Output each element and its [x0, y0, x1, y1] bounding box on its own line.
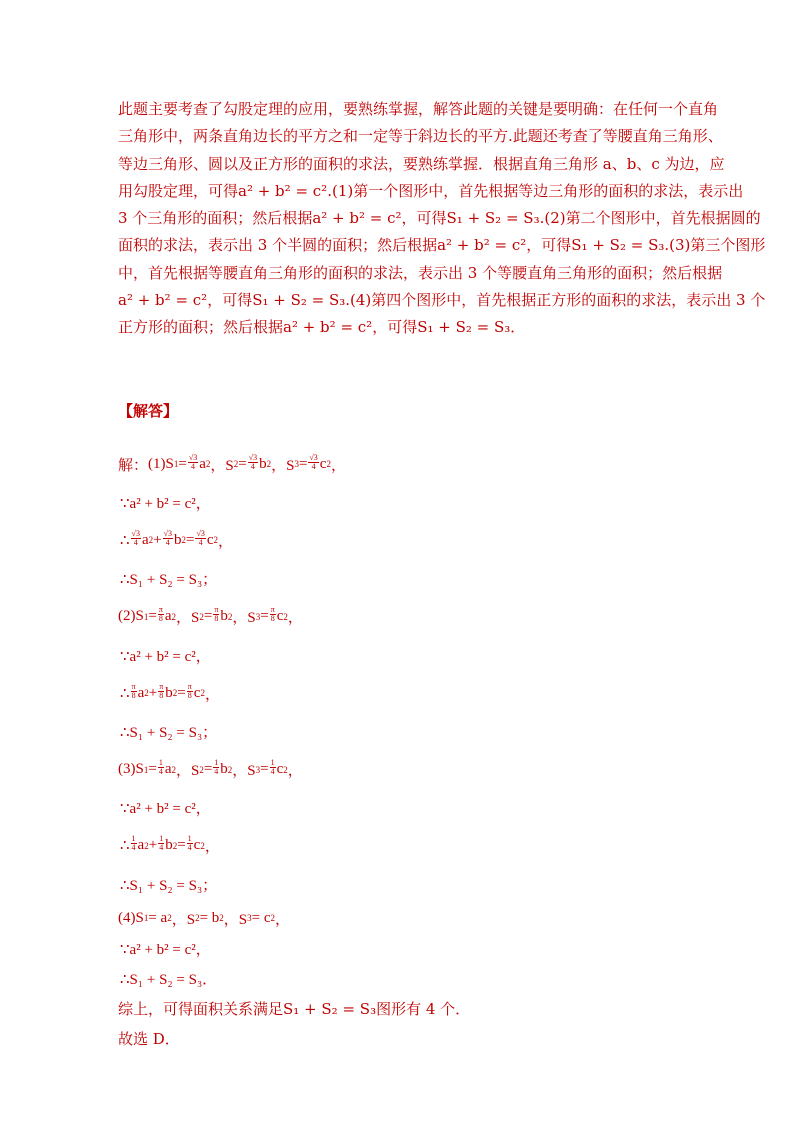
- fraction: $\frac{1}{4}$: [214, 758, 219, 777]
- fraction: $\frac{√3}{4}$: [131, 528, 140, 547]
- because-line: ∵a² + b² = c²，: [120, 801, 211, 818]
- case-3-areas: (3) S 1 = $\frac{1}{4}$ a 2 ，S 2 = $\frac{1}{4}$ b 2 ，S 3 = $\frac{1}{4}$ c 2 ，: [118, 758, 303, 780]
- fraction: $\frac{\pi}{8}$: [159, 681, 164, 700]
- solution-intro: 解：: [118, 457, 149, 474]
- case-4-areas: (4) S 1 = a 2 ，S 2 = b 2 ，S 3 = c 2 ，: [118, 909, 291, 928]
- case-3-therefore: ∴ $\frac{1}{4}$ a 2 + $\frac{1}{4}$ b 2 = $\frac{1}{4}$ c 2 ，: [120, 834, 220, 856]
- answer-line: 故选 D．: [118, 1029, 180, 1048]
- case-1-therefore: ∴ $\frac{√3}{4}$ a 2 + $\frac{√3}{4}$ b 2 = $\frac{√3}{4}$ c 2 ，: [120, 528, 234, 550]
- analysis-line: 此题主要考查了勾股定理的应用，要熟练掌握，解答此题的关键是要明确：在任何一个直角: [118, 100, 719, 118]
- analysis-line: 正方形的面积；然后根据a² + b² = c²，可得S₁ + S₂ = S₃．: [118, 318, 526, 337]
- fraction: $\frac{\pi}{8}$: [270, 605, 275, 624]
- fraction: $\frac{1}{4}$: [158, 758, 163, 777]
- analysis-line: 用勾股定理，可得a² + b² = c².(1)第一个图形中，首先根据等边三角形的面积的求法，表示出: [118, 181, 744, 200]
- case-label: (3): [118, 761, 136, 778]
- fraction: $\frac{1}{4}$: [159, 834, 164, 853]
- because-line: ∵a² + b² = c²，: [120, 941, 211, 958]
- analysis-line: 中，首先根据等腰直角三角形的面积的求法，表示出 3 个等腰直角三角形的面积；然后根据: [118, 263, 723, 282]
- fraction: $\frac{\pi}{8}$: [131, 681, 136, 700]
- fraction: $\frac{1}{4}$: [187, 834, 192, 853]
- analysis-line: 等边三角形、圆以及正方形的面积的求法，要熟练掌握．根据直角三角形 a、b、c 为边，应: [118, 154, 725, 173]
- solution-block: [118, 445, 718, 1053]
- fraction: $\frac{\pi}{8}$: [158, 605, 163, 624]
- analysis-line: 3 个三角形的面积；然后根据a² + b² = c²，可得S₁ + S₂ = S₃.(2)第二个图形中，首先根据圆的: [118, 209, 761, 228]
- analysis-line: a² + b² = c²，可得S₁ + S₂ = S₃.(4)第四个图形中，首先根据正方形的面积的求法，表示出 3 个: [118, 291, 766, 310]
- analysis-line: 三角形中，两条直角边长的平方之和一定等于斜边长的平方.此题还考查了等腰直角三角形、: [118, 127, 723, 146]
- analysis-line: 面积的求法，表示出 3 个半圆的面积；然后根据a² + b² = c²，可得S₁ + S₂ = S₃.(3)第三个图形: [118, 236, 766, 255]
- because-line: ∵a² + b² = c²，: [120, 495, 211, 512]
- sum-line: ∴S₁ + S₂ = S₃；: [120, 572, 218, 589]
- case-1-areas: 解： (1) S 1 = $\frac{√3}{4}$ a 2 ，S 2 = $\frac{√3}{4}$ b 2 ，S 3 = $\frac{√3}{4}$ c 2 ，: [118, 452, 346, 474]
- sum-line: ∴S₁ + S₂ = S₃；: [120, 724, 218, 741]
- case-label: (4): [118, 909, 136, 926]
- final-sum-line: ∴S₁ + S₂ = S₃．: [120, 971, 218, 988]
- fraction: $\frac{1}{4}$: [270, 758, 275, 777]
- fraction: $\frac{\pi}{8}$: [187, 681, 192, 700]
- fraction: $\frac{√3}{4}$: [309, 452, 318, 471]
- fraction: $\frac{\pi}{8}$: [214, 605, 219, 624]
- case-2-therefore: ∴ $\frac{\pi}{8}$ a 2 + $\frac{\pi}{8}$ b 2 = $\frac{\pi}{8}$ c 2 ，: [120, 681, 220, 703]
- case-label: (1): [148, 455, 166, 472]
- because-line: ∵a² + b² = c²，: [120, 648, 211, 665]
- fraction: $\frac{√3}{4}$: [248, 452, 258, 471]
- case-label: (2): [118, 608, 136, 625]
- case-2-areas: (2) S 1 = $\frac{\pi}{8}$ a 2 ，S 2 = $\frac{\pi}{8}$ b 2 ，S 3 = $\frac{\pi}{8}$ c 2 ，: [118, 605, 303, 627]
- fraction: $\frac{√3}{4}$: [163, 528, 172, 547]
- conclusion-line: 综上，可得面积关系满足S₁ + S₂ = S₃图形有 4 个．: [118, 999, 471, 1018]
- analysis-paragraph: [118, 96, 766, 342]
- fraction: $\frac{√3}{4}$: [196, 528, 205, 547]
- fraction: $\frac{1}{4}$: [131, 834, 136, 853]
- sum-line: ∴S₁ + S₂ = S₃；: [120, 877, 218, 894]
- fraction: $\frac{√3}{4}$: [188, 452, 198, 471]
- section-title: 【解答】: [118, 402, 179, 420]
